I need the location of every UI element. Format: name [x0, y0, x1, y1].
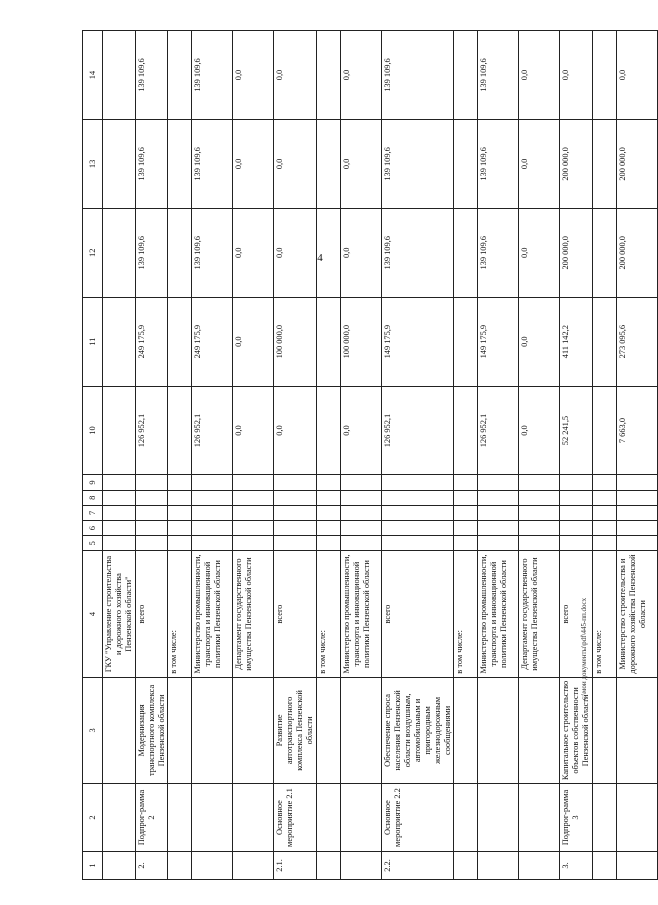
table-row: [478, 31, 519, 880]
empty-col-9-cell: [274, 475, 317, 490]
program-code-cell: [233, 784, 274, 852]
empty-col-9-cell: [192, 475, 233, 490]
program-code-cell: [317, 784, 341, 852]
amount-col-13-cell: 139 109,6: [135, 119, 168, 208]
amount-col-13-cell: 139 109,6: [382, 119, 454, 208]
empty-col-7-cell: [454, 505, 478, 520]
row-number-cell: [593, 851, 617, 879]
row-number-cell: 2.1.: [274, 851, 317, 879]
table-row: [617, 31, 658, 880]
empty-col-5-cell: [593, 536, 617, 551]
table-row: [560, 31, 593, 880]
program-name-cell: [454, 677, 478, 783]
amount-col-11-cell: 411 142,2: [560, 297, 593, 386]
program-code-cell: Подпрог-рамма 3: [560, 784, 593, 852]
executor-cell: в том числе:: [593, 551, 617, 677]
amount-col-11-cell: [103, 297, 136, 386]
header-row: [83, 31, 103, 880]
amount-col-14-cell: [317, 31, 341, 120]
amount-col-12-cell: [103, 208, 136, 297]
empty-col-6-cell: [382, 521, 454, 536]
amount-col-12-cell: 139 109,6: [478, 208, 519, 297]
amount-col-14-cell: 0,0: [341, 31, 382, 120]
executor-cell: Министерство промышленности, транспорта и инновационной политики Пензенской области: [341, 551, 382, 677]
amount-col-10-cell: [593, 386, 617, 475]
amount-col-13-cell: 0,0: [233, 119, 274, 208]
empty-col-8-cell: [103, 490, 136, 505]
header-cell-3: 3: [83, 677, 103, 783]
amount-col-10-cell: 0,0: [233, 386, 274, 475]
executor-cell: в том числе:: [317, 551, 341, 677]
amount-col-13-cell: 0,0: [519, 119, 560, 208]
empty-col-7-cell: [593, 505, 617, 520]
program-code-cell: [103, 784, 136, 852]
amount-col-12-cell: [317, 208, 341, 297]
empty-col-9-cell: [478, 475, 519, 490]
row-number-cell: [233, 851, 274, 879]
amount-col-12-cell: 0,0: [519, 208, 560, 297]
empty-col-9-cell: [168, 475, 192, 490]
row-number-cell: [617, 851, 658, 879]
amount-col-10-cell: 126 952,1: [382, 386, 454, 475]
amount-col-14-cell: 139 109,6: [382, 31, 454, 120]
empty-col-9-cell: [593, 475, 617, 490]
amount-col-11-cell: 0,0: [233, 297, 274, 386]
amount-col-10-cell: 52 241,5: [560, 386, 593, 475]
empty-col-9-cell: [617, 475, 658, 490]
amount-col-10-cell: 126 952,1: [478, 386, 519, 475]
executor-cell: Министерство строительства и дорожного хозяйства Пензенской области: [617, 551, 658, 677]
empty-col-7-cell: [519, 505, 560, 520]
row-number-cell: [478, 851, 519, 879]
empty-col-8-cell: [192, 490, 233, 505]
amount-col-14-cell: 139 109,6: [478, 31, 519, 120]
rotated-page-content: [82, 30, 647, 880]
empty-col-5-cell: [341, 536, 382, 551]
empty-col-8-cell: [617, 490, 658, 505]
empty-col-9-cell: [135, 475, 168, 490]
empty-col-5-cell: [454, 536, 478, 551]
program-name-cell: [192, 677, 233, 783]
amount-col-12-cell: 0,0: [341, 208, 382, 297]
amount-col-12-cell: 0,0: [233, 208, 274, 297]
program-name-cell: [168, 677, 192, 783]
header-cell-12: 12: [83, 208, 103, 297]
table-row: [168, 31, 192, 880]
amount-col-13-cell: [593, 119, 617, 208]
row-number-cell: 2.2.: [382, 851, 454, 879]
program-name-cell: [593, 677, 617, 783]
header-cell-10: 10: [83, 386, 103, 475]
amount-col-13-cell: 0,0: [341, 119, 382, 208]
row-number-cell: [519, 851, 560, 879]
header-cell-4: 4: [83, 551, 103, 677]
empty-col-9-cell: [454, 475, 478, 490]
program-code-cell: Основное мероприятие 2.1: [274, 784, 317, 852]
header-cell-5: 5: [83, 536, 103, 551]
executor-cell: Министерство промышленности, транспорта и инновационной политики Пензенской области: [192, 551, 233, 677]
program-code-cell: [617, 784, 658, 852]
program-code-cell: [168, 784, 192, 852]
table-row: [192, 31, 233, 880]
page-number: 4: [317, 252, 323, 264]
empty-col-6-cell: [233, 521, 274, 536]
amount-col-12-cell: [454, 208, 478, 297]
empty-col-5-cell: [135, 536, 168, 551]
amount-col-12-cell: [593, 208, 617, 297]
row-number-cell: [341, 851, 382, 879]
amount-col-10-cell: 7 663,0: [617, 386, 658, 475]
row-number-cell: [454, 851, 478, 879]
amount-col-11-cell: [168, 297, 192, 386]
empty-col-8-cell: [274, 490, 317, 505]
program-name-cell: Модернизация транспортного комплекса Пензенской области: [135, 677, 168, 783]
executor-cell: всего: [560, 551, 593, 677]
amount-col-14-cell: [454, 31, 478, 120]
amount-col-12-cell: 139 109,6: [382, 208, 454, 297]
table-row: [103, 31, 136, 880]
amount-col-13-cell: 200 000,0: [560, 119, 593, 208]
footer-file-path: с:\мои документы\pdf\445-пп.docx: [580, 597, 588, 700]
empty-col-7-cell: [168, 505, 192, 520]
program-name-cell: [617, 677, 658, 783]
program-code-cell: [341, 784, 382, 852]
amount-col-10-cell: [454, 386, 478, 475]
empty-col-9-cell: [233, 475, 274, 490]
empty-col-6-cell: [519, 521, 560, 536]
empty-col-7-cell: [478, 505, 519, 520]
budget-table: [82, 30, 658, 880]
header-cell-11: 11: [83, 297, 103, 386]
empty-col-7-cell: [103, 505, 136, 520]
header-cell-1: 1: [83, 851, 103, 879]
amount-col-11-cell: [317, 297, 341, 386]
program-code-cell: Подпрог-рамма 2: [135, 784, 168, 852]
amount-col-12-cell: 0,0: [274, 208, 317, 297]
empty-col-5-cell: [478, 536, 519, 551]
amount-col-11-cell: 149 175,9: [478, 297, 519, 386]
amount-col-14-cell: 0,0: [617, 31, 658, 120]
table-row: [274, 31, 317, 880]
amount-col-14-cell: 0,0: [519, 31, 560, 120]
executor-cell: Департамент государственного имущества Пензенской области: [519, 551, 560, 677]
program-name-cell: Капитальное строительство объектов собственности Пензенской области: [560, 677, 593, 783]
empty-col-6-cell: [103, 521, 136, 536]
header-cell-14: 14: [83, 31, 103, 120]
amount-col-11-cell: 249 175,9: [135, 297, 168, 386]
empty-col-6-cell: [317, 521, 341, 536]
empty-col-5-cell: [168, 536, 192, 551]
amount-col-13-cell: 0,0: [274, 119, 317, 208]
row-number-cell: [103, 851, 136, 879]
amount-col-11-cell: 100 000,0: [341, 297, 382, 386]
amount-col-12-cell: 200 000,0: [560, 208, 593, 297]
table-row: [317, 31, 341, 880]
amount-col-10-cell: [317, 386, 341, 475]
empty-col-8-cell: [341, 490, 382, 505]
header-cell-6: 6: [83, 521, 103, 536]
empty-col-7-cell: [617, 505, 658, 520]
empty-col-5-cell: [519, 536, 560, 551]
amount-col-13-cell: [103, 119, 136, 208]
row-number-cell: [168, 851, 192, 879]
amount-col-12-cell: [168, 208, 192, 297]
amount-col-14-cell: [168, 31, 192, 120]
empty-col-7-cell: [135, 505, 168, 520]
empty-col-6-cell: [192, 521, 233, 536]
empty-col-5-cell: [382, 536, 454, 551]
header-cell-9: 9: [83, 475, 103, 490]
amount-col-14-cell: [593, 31, 617, 120]
header-cell-7: 7: [83, 505, 103, 520]
empty-col-7-cell: [274, 505, 317, 520]
amount-col-14-cell: 139 109,6: [135, 31, 168, 120]
program-name-cell: [317, 677, 341, 783]
empty-col-5-cell: [560, 536, 593, 551]
program-name-cell: [478, 677, 519, 783]
empty-col-6-cell: [274, 521, 317, 536]
empty-col-8-cell: [478, 490, 519, 505]
empty-col-8-cell: [317, 490, 341, 505]
empty-col-9-cell: [341, 475, 382, 490]
amount-col-14-cell: 0,0: [233, 31, 274, 120]
row-number-cell: [192, 851, 233, 879]
amount-col-13-cell: 139 109,6: [192, 119, 233, 208]
program-code-cell: [454, 784, 478, 852]
program-code-cell: [478, 784, 519, 852]
header-cell-8: 8: [83, 490, 103, 505]
amount-col-11-cell: [593, 297, 617, 386]
empty-col-6-cell: [593, 521, 617, 536]
amount-col-11-cell: 273 095,6: [617, 297, 658, 386]
amount-col-12-cell: 139 109,6: [192, 208, 233, 297]
program-name-cell: [103, 677, 136, 783]
executor-cell: всего: [274, 551, 317, 677]
empty-col-8-cell: [519, 490, 560, 505]
empty-col-8-cell: [233, 490, 274, 505]
empty-col-9-cell: [519, 475, 560, 490]
amount-col-13-cell: 139 109,6: [478, 119, 519, 208]
amount-col-14-cell: [103, 31, 136, 120]
amount-col-10-cell: 0,0: [341, 386, 382, 475]
empty-col-5-cell: [233, 536, 274, 551]
amount-col-10-cell: 0,0: [519, 386, 560, 475]
program-name-cell: [233, 677, 274, 783]
header-cell-2: 2: [83, 784, 103, 852]
amount-col-12-cell: 139 109,6: [135, 208, 168, 297]
table-row: [233, 31, 274, 880]
empty-col-7-cell: [192, 505, 233, 520]
empty-col-7-cell: [382, 505, 454, 520]
empty-col-8-cell: [135, 490, 168, 505]
program-code-cell: [192, 784, 233, 852]
empty-col-8-cell: [382, 490, 454, 505]
row-number-cell: [317, 851, 341, 879]
row-number-cell: 3.: [560, 851, 593, 879]
empty-col-6-cell: [478, 521, 519, 536]
amount-col-13-cell: 200 000,0: [617, 119, 658, 208]
amount-col-10-cell: [103, 386, 136, 475]
empty-col-6-cell: [168, 521, 192, 536]
header-cell-13: 13: [83, 119, 103, 208]
program-name-cell: [341, 677, 382, 783]
empty-col-9-cell: [382, 475, 454, 490]
program-name-cell: Обеспечение спроса населения Пензенской области воздушным, автомобильным и пригородным железнодорожным сообщениями: [382, 677, 454, 783]
empty-col-5-cell: [617, 536, 658, 551]
executor-cell: в том числе:: [454, 551, 478, 677]
executor-cell: Министерство промышленности, транспорта и инновационной политики Пензенской области: [478, 551, 519, 677]
empty-col-5-cell: [274, 536, 317, 551]
program-name-cell: Развитие автотранспортного комплекса Пензенской области: [274, 677, 317, 783]
program-code-cell: Основное мероприятие 2.2: [382, 784, 454, 852]
empty-col-8-cell: [593, 490, 617, 505]
table-row: [341, 31, 382, 880]
executor-cell: всего: [382, 551, 454, 677]
row-number-cell: 2.: [135, 851, 168, 879]
amount-col-14-cell: 139 109,6: [192, 31, 233, 120]
amount-col-13-cell: [168, 119, 192, 208]
table-row: [135, 31, 168, 880]
program-code-cell: [593, 784, 617, 852]
empty-col-6-cell: [454, 521, 478, 536]
amount-col-14-cell: 0,0: [274, 31, 317, 120]
program-name-cell: [519, 677, 560, 783]
amount-col-11-cell: 249 175,9: [192, 297, 233, 386]
amount-col-10-cell: 126 952,1: [192, 386, 233, 475]
executor-cell: Департамент государственного имущества Пензенской области: [233, 551, 274, 677]
empty-col-5-cell: [192, 536, 233, 551]
amount-col-11-cell: [454, 297, 478, 386]
empty-col-7-cell: [560, 505, 593, 520]
empty-col-8-cell: [168, 490, 192, 505]
empty-col-7-cell: [341, 505, 382, 520]
empty-col-6-cell: [617, 521, 658, 536]
executor-cell: в том числе:: [168, 551, 192, 677]
table-row: [593, 31, 617, 880]
empty-col-6-cell: [341, 521, 382, 536]
executor-cell: всего: [135, 551, 168, 677]
amount-col-11-cell: 149 175,9: [382, 297, 454, 386]
empty-col-5-cell: [103, 536, 136, 551]
amount-col-12-cell: 200 000,0: [617, 208, 658, 297]
table-row: [382, 31, 454, 880]
empty-col-7-cell: [233, 505, 274, 520]
table-row: [454, 31, 478, 880]
executor-cell: ГКУ "Управление строительства и дорожного хозяйства Пензенской области": [103, 551, 136, 677]
amount-col-11-cell: 0,0: [519, 297, 560, 386]
amount-col-13-cell: [454, 119, 478, 208]
amount-col-13-cell: [317, 119, 341, 208]
table-body: [83, 31, 658, 880]
empty-col-8-cell: [560, 490, 593, 505]
amount-col-11-cell: 100 000,0: [274, 297, 317, 386]
empty-col-5-cell: [317, 536, 341, 551]
empty-col-9-cell: [103, 475, 136, 490]
empty-col-8-cell: [454, 490, 478, 505]
amount-col-14-cell: 0,0: [560, 31, 593, 120]
amount-col-10-cell: [168, 386, 192, 475]
empty-col-9-cell: [560, 475, 593, 490]
amount-col-10-cell: 126 952,1: [135, 386, 168, 475]
empty-col-6-cell: [560, 521, 593, 536]
program-code-cell: [519, 784, 560, 852]
empty-col-6-cell: [135, 521, 168, 536]
empty-col-7-cell: [317, 505, 341, 520]
table-row: [519, 31, 560, 880]
empty-col-9-cell: [317, 475, 341, 490]
amount-col-10-cell: 0,0: [274, 386, 317, 475]
